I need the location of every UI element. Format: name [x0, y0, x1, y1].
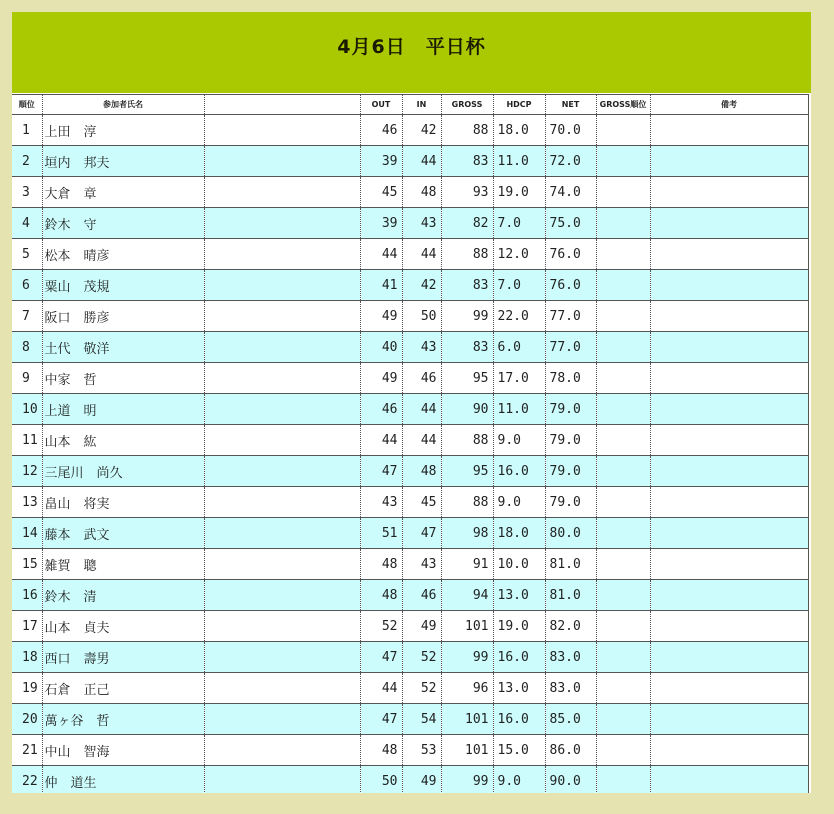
hdcp-cell: 18.0: [493, 115, 545, 146]
net-cell: 74.0: [545, 177, 596, 208]
name-cell: 土代 敬洋: [42, 332, 204, 363]
hdcp-cell: 18.0: [493, 518, 545, 549]
name-cell: 阪口 勝彦: [42, 301, 204, 332]
gross-cell: 83: [441, 146, 493, 177]
table-row: [12, 115, 808, 146]
out-cell: 45: [360, 177, 402, 208]
rank-cell: 17: [12, 611, 42, 642]
gross-cell: 99: [441, 642, 493, 673]
hdcp-cell: 16.0: [493, 642, 545, 673]
net-cell: 76.0: [545, 270, 596, 301]
blank-cell: [204, 642, 360, 673]
gross-cell: 101: [441, 735, 493, 766]
gross-rank-cell: [596, 270, 650, 301]
table-row: [12, 735, 808, 766]
rank-cell: 4: [12, 208, 42, 239]
blank-cell: [204, 177, 360, 208]
net-cell: 80.0: [545, 518, 596, 549]
remarks-cell: [650, 363, 808, 394]
blank-cell: [204, 487, 360, 518]
remarks-cell: [650, 146, 808, 177]
remarks-cell: [650, 270, 808, 301]
remarks-cell: [650, 239, 808, 270]
rank-cell: 18: [12, 642, 42, 673]
rank-cell: 2: [12, 146, 42, 177]
rank-cell: 22: [12, 766, 42, 794]
net-cell: 83.0: [545, 673, 596, 704]
col-header-gross-rank: GROSS順位: [596, 95, 650, 115]
gross-rank-cell: [596, 704, 650, 735]
gross-cell: 95: [441, 363, 493, 394]
in-cell: 44: [402, 146, 441, 177]
rank-cell: 1: [12, 115, 42, 146]
remarks-cell: [650, 394, 808, 425]
out-cell: 46: [360, 115, 402, 146]
hdcp-cell: 17.0: [493, 363, 545, 394]
table-row: [12, 146, 808, 177]
rank-cell: 21: [12, 735, 42, 766]
table-row: [12, 301, 808, 332]
hdcp-cell: 13.0: [493, 673, 545, 704]
table-row: [12, 394, 808, 425]
hdcp-cell: 12.0: [493, 239, 545, 270]
in-cell: 48: [402, 177, 441, 208]
blank-cell: [204, 363, 360, 394]
out-cell: 48: [360, 580, 402, 611]
gross-rank-cell: [596, 239, 650, 270]
hdcp-cell: 7.0: [493, 208, 545, 239]
remarks-cell: [650, 611, 808, 642]
gross-rank-cell: [596, 301, 650, 332]
col-header-out: OUT: [360, 95, 402, 115]
rank-cell: 3: [12, 177, 42, 208]
out-cell: 48: [360, 735, 402, 766]
hdcp-cell: 9.0: [493, 766, 545, 794]
blank-cell: [204, 239, 360, 270]
rank-cell: 10: [12, 394, 42, 425]
remarks-cell: [650, 735, 808, 766]
gross-cell: 96: [441, 673, 493, 704]
name-cell: 萬ヶ谷 哲: [42, 704, 204, 735]
remarks-cell: [650, 766, 808, 794]
blank-cell: [204, 549, 360, 580]
hdcp-cell: 15.0: [493, 735, 545, 766]
blank-cell: [204, 208, 360, 239]
gross-cell: 88: [441, 425, 493, 456]
table-row: [12, 766, 808, 794]
gross-cell: 82: [441, 208, 493, 239]
col-header-hdcp: HDCP: [493, 95, 545, 115]
blank-cell: [204, 518, 360, 549]
gross-rank-cell: [596, 425, 650, 456]
in-cell: 42: [402, 270, 441, 301]
name-cell: 鈴木 清: [42, 580, 204, 611]
hdcp-cell: 9.0: [493, 487, 545, 518]
remarks-cell: [650, 115, 808, 146]
remarks-cell: [650, 549, 808, 580]
col-header-name: 参加者氏名: [42, 95, 204, 115]
gross-cell: 88: [441, 487, 493, 518]
hdcp-cell: 19.0: [493, 611, 545, 642]
gross-cell: 101: [441, 704, 493, 735]
table-row: [12, 518, 808, 549]
net-cell: 86.0: [545, 735, 596, 766]
in-cell: 42: [402, 115, 441, 146]
col-header-net: NET: [545, 95, 596, 115]
in-cell: 46: [402, 580, 441, 611]
gross-rank-cell: [596, 735, 650, 766]
net-cell: 70.0: [545, 115, 596, 146]
blank-cell: [204, 704, 360, 735]
net-cell: 79.0: [545, 487, 596, 518]
in-cell: 52: [402, 642, 441, 673]
out-cell: 44: [360, 673, 402, 704]
rank-cell: 20: [12, 704, 42, 735]
net-cell: 76.0: [545, 239, 596, 270]
rank-cell: 8: [12, 332, 42, 363]
hdcp-cell: 16.0: [493, 704, 545, 735]
remarks-cell: [650, 642, 808, 673]
out-cell: 49: [360, 301, 402, 332]
blank-cell: [204, 301, 360, 332]
net-cell: 75.0: [545, 208, 596, 239]
rank-cell: 15: [12, 549, 42, 580]
gross-rank-cell: [596, 611, 650, 642]
rank-cell: 19: [12, 673, 42, 704]
remarks-cell: [650, 425, 808, 456]
name-cell: 仲 道生: [42, 766, 204, 794]
out-cell: 39: [360, 146, 402, 177]
in-cell: 49: [402, 766, 441, 794]
name-cell: 石倉 正己: [42, 673, 204, 704]
gross-rank-cell: [596, 673, 650, 704]
gross-rank-cell: [596, 363, 650, 394]
col-header-rank: 順位: [12, 95, 42, 115]
gross-rank-cell: [596, 766, 650, 794]
results-panel: [12, 12, 811, 793]
out-cell: 43: [360, 487, 402, 518]
net-cell: 77.0: [545, 332, 596, 363]
hdcp-cell: 11.0: [493, 146, 545, 177]
gross-rank-cell: [596, 146, 650, 177]
hdcp-cell: 19.0: [493, 177, 545, 208]
gross-rank-cell: [596, 115, 650, 146]
in-cell: 50: [402, 301, 441, 332]
col-header-in: IN: [402, 95, 441, 115]
hdcp-cell: 7.0: [493, 270, 545, 301]
name-cell: 雑賀 聰: [42, 549, 204, 580]
table-row: [12, 177, 808, 208]
blank-cell: [204, 766, 360, 794]
table-row: [12, 611, 808, 642]
gross-cell: 98: [441, 518, 493, 549]
gross-cell: 91: [441, 549, 493, 580]
rank-cell: 11: [12, 425, 42, 456]
out-cell: 49: [360, 363, 402, 394]
out-cell: 46: [360, 394, 402, 425]
table-row: [12, 363, 808, 394]
name-cell: 松本 晴彦: [42, 239, 204, 270]
out-cell: 44: [360, 239, 402, 270]
table-row: [12, 487, 808, 518]
blank-cell: [204, 115, 360, 146]
table-row: [12, 425, 808, 456]
name-cell: 粟山 茂規: [42, 270, 204, 301]
table-row: [12, 332, 808, 363]
rank-cell: 9: [12, 363, 42, 394]
remarks-cell: [650, 518, 808, 549]
name-cell: 中山 智海: [42, 735, 204, 766]
in-cell: 49: [402, 611, 441, 642]
in-cell: 52: [402, 673, 441, 704]
in-cell: 43: [402, 208, 441, 239]
out-cell: 47: [360, 456, 402, 487]
gross-rank-cell: [596, 208, 650, 239]
gross-rank-cell: [596, 518, 650, 549]
rank-cell: 6: [12, 270, 42, 301]
net-cell: 79.0: [545, 394, 596, 425]
gross-cell: 101: [441, 611, 493, 642]
name-cell: 山本 紘: [42, 425, 204, 456]
remarks-cell: [650, 456, 808, 487]
blank-cell: [204, 146, 360, 177]
out-cell: 50: [360, 766, 402, 794]
name-cell: 垣内 邦夫: [42, 146, 204, 177]
remarks-cell: [650, 177, 808, 208]
blank-cell: [204, 611, 360, 642]
in-cell: 46: [402, 363, 441, 394]
in-cell: 44: [402, 239, 441, 270]
in-cell: 45: [402, 487, 441, 518]
net-cell: 83.0: [545, 642, 596, 673]
rank-cell: 5: [12, 239, 42, 270]
out-cell: 51: [360, 518, 402, 549]
out-cell: 47: [360, 642, 402, 673]
name-cell: 上田 淳: [42, 115, 204, 146]
name-cell: 上道 明: [42, 394, 204, 425]
gross-cell: 94: [441, 580, 493, 611]
table-row: [12, 704, 808, 735]
blank-cell: [204, 332, 360, 363]
gross-rank-cell: [596, 177, 650, 208]
net-cell: 77.0: [545, 301, 596, 332]
header-row: [12, 95, 808, 115]
in-cell: 43: [402, 332, 441, 363]
out-cell: 41: [360, 270, 402, 301]
name-cell: 鈴木 守: [42, 208, 204, 239]
name-cell: 三尾川 尚久: [42, 456, 204, 487]
rank-cell: 7: [12, 301, 42, 332]
name-cell: 畠山 将実: [42, 487, 204, 518]
blank-cell: [204, 580, 360, 611]
net-cell: 85.0: [545, 704, 596, 735]
name-cell: 中家 哲: [42, 363, 204, 394]
blank-cell: [204, 270, 360, 301]
rank-cell: 14: [12, 518, 42, 549]
gross-rank-cell: [596, 642, 650, 673]
name-cell: 藤本 武文: [42, 518, 204, 549]
name-cell: 西口 壽男: [42, 642, 204, 673]
hdcp-cell: 9.0: [493, 425, 545, 456]
in-cell: 54: [402, 704, 441, 735]
gross-cell: 99: [441, 301, 493, 332]
net-cell: 72.0: [545, 146, 596, 177]
net-cell: 78.0: [545, 363, 596, 394]
col-header-remarks: 備考: [650, 95, 808, 115]
remarks-cell: [650, 580, 808, 611]
blank-cell: [204, 735, 360, 766]
table-row: [12, 673, 808, 704]
remarks-cell: [650, 332, 808, 363]
out-cell: 48: [360, 549, 402, 580]
gross-cell: 99: [441, 766, 493, 794]
col-header-blank: [204, 95, 360, 115]
hdcp-cell: 13.0: [493, 580, 545, 611]
blank-cell: [204, 456, 360, 487]
hdcp-cell: 16.0: [493, 456, 545, 487]
net-cell: 90.0: [545, 766, 596, 794]
in-cell: 47: [402, 518, 441, 549]
net-cell: 79.0: [545, 456, 596, 487]
gross-rank-cell: [596, 487, 650, 518]
table-row: [12, 580, 808, 611]
results-table: [12, 94, 809, 793]
gross-cell: 90: [441, 394, 493, 425]
remarks-cell: [650, 487, 808, 518]
table-row: [12, 642, 808, 673]
gross-rank-cell: [596, 332, 650, 363]
gross-rank-cell: [596, 580, 650, 611]
gross-cell: 95: [441, 456, 493, 487]
out-cell: 39: [360, 208, 402, 239]
hdcp-cell: 11.0: [493, 394, 545, 425]
table-body: [12, 115, 808, 794]
rank-cell: 16: [12, 580, 42, 611]
hdcp-cell: 6.0: [493, 332, 545, 363]
table-row: [12, 549, 808, 580]
gross-cell: 88: [441, 115, 493, 146]
blank-cell: [204, 673, 360, 704]
hdcp-cell: 10.0: [493, 549, 545, 580]
in-cell: 43: [402, 549, 441, 580]
title-banner: [12, 12, 811, 93]
gross-rank-cell: [596, 549, 650, 580]
gross-cell: 83: [441, 332, 493, 363]
net-cell: 81.0: [545, 580, 596, 611]
name-cell: 大倉 章: [42, 177, 204, 208]
remarks-cell: [650, 704, 808, 735]
blank-cell: [204, 394, 360, 425]
gross-rank-cell: [596, 394, 650, 425]
net-cell: 79.0: [545, 425, 596, 456]
rank-cell: 13: [12, 487, 42, 518]
gross-rank-cell: [596, 456, 650, 487]
page-title: 4月6日 平日杯: [337, 36, 486, 58]
col-header-gross: GROSS: [441, 95, 493, 115]
gross-cell: 83: [441, 270, 493, 301]
gross-cell: 88: [441, 239, 493, 270]
net-cell: 82.0: [545, 611, 596, 642]
gross-cell: 93: [441, 177, 493, 208]
in-cell: 53: [402, 735, 441, 766]
out-cell: 47: [360, 704, 402, 735]
table-row: [12, 208, 808, 239]
remarks-cell: [650, 301, 808, 332]
table-row: [12, 239, 808, 270]
out-cell: 52: [360, 611, 402, 642]
net-cell: 81.0: [545, 549, 596, 580]
out-cell: 44: [360, 425, 402, 456]
table-row: [12, 270, 808, 301]
rank-cell: 12: [12, 456, 42, 487]
table-row: [12, 456, 808, 487]
in-cell: 48: [402, 456, 441, 487]
out-cell: 40: [360, 332, 402, 363]
remarks-cell: [650, 208, 808, 239]
in-cell: 44: [402, 425, 441, 456]
hdcp-cell: 22.0: [493, 301, 545, 332]
in-cell: 44: [402, 394, 441, 425]
name-cell: 山本 貞夫: [42, 611, 204, 642]
remarks-cell: [650, 673, 808, 704]
blank-cell: [204, 425, 360, 456]
